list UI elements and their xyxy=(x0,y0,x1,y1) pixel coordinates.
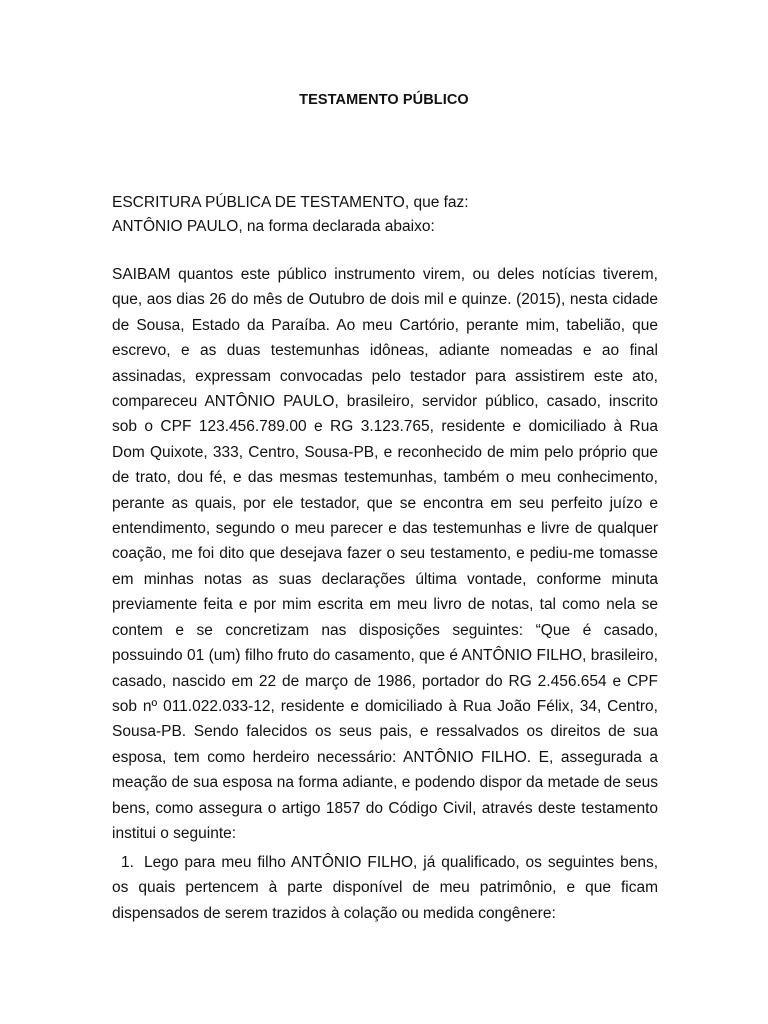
deed-heading-line-1: ESCRITURA PÚBLICA DE TESTAMENTO, que faz: xyxy=(112,194,469,211)
deed-body-paragraph: SAIBAM quantos este público instrumento virem, ou deles notícias tiverem, que, aos dias 26 do mês de Outubro de dois mil e quinze. (2015), nesta cidade de Sousa, Estado da Paraíba. Ao meu Cartório, perante mim, tabelião, que escrevo, e as duas testemunhas idôneas, adiante nomeadas e ao final assinadas, expressam convocadas pelo testador para assistirem este ato, compareceu ANTÔNIO PAULO, brasileiro, servidor público, casado, inscrito sob o CPF 123.456.789.00 e RG 3.123.765, residente e domiciliado à Rua Dom Quixote, 333, Centro, Sousa-PB, e reconhecido de mim pelo próprio que de trato, dou fé, e das mesmas testemunhas, também o meu conhecimento, perante as quais, por ele testador, que se encontra em seu perfeito juízo e entendimento, segundo o meu parecer e das testemunhas e livre de qualquer coação, me foi dito que desejava fazer o seu testamento, e pediu-me tomasse em minhas notas as suas declarações última vontade, conforme minuta previamente feita e por mim escrita em meu livro de notas, tal como nela se contem e se concretizam nas disposições seguintes: “Que é casado, possuindo 01 (um) filho fruto do casamento, que é ANTÔNIO FILHO, brasileiro, casado, nascido em 22 de março de 1986, portador do RG 2.456.654 e CPF sob nº 011.022.033-12, residente e domiciliado à Rua João Félix, 34, Centro, Sousa-PB. Sendo falecidos os seus pais, e ressalvados os direitos de sua esposa, tem como herdeiro necessário: ANTÔNIO FILHO. E, assegurada a meação de sua esposa na forma adiante, e podendo dispor da metade de seus bens, como assegura o artigo 1857 do Código Civil, através deste testamento institui o seguinte: xyxy=(112,266,658,842)
deed-heading-line-2: ANTÔNIO PAULO, na forma declarada abaixo: xyxy=(112,218,435,235)
list-item-text: Lego para meu filho ANTÔNIO FILHO, já qualificado, os seguintes bens, os quais pertencem à parte disponível de meu patrimônio, e que ficam dispensados de serem trazidos à colação ou medida congênere: xyxy=(112,854,658,922)
deed-heading xyxy=(112,191,469,239)
list-item-number: 1. xyxy=(121,854,134,871)
document-title: TESTAMENTO PÚBLICO xyxy=(299,92,469,108)
list-item xyxy=(112,850,658,926)
